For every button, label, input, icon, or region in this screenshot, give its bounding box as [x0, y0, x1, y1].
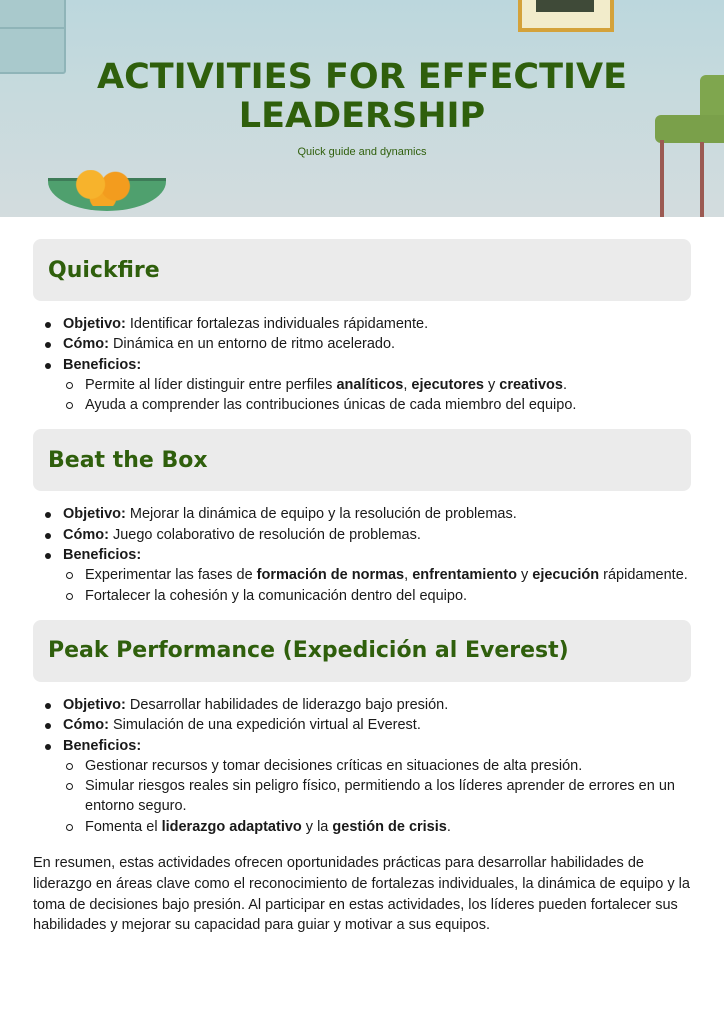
emphasis-text: formación de normas [256, 567, 405, 584]
sub-item-text: . [562, 376, 567, 393]
sub-item-text: Permite al líder distinguir entre perfiles [85, 376, 337, 393]
item-text: Desarrollar habilidades de liderazgo bajo presión. [125, 696, 449, 713]
sub-item-text: Fomenta el [85, 818, 162, 835]
sub-item-text: , [404, 567, 413, 584]
item-label: Beneficios: [63, 547, 142, 564]
sub-item-text: y [483, 376, 500, 393]
sub-item-text: Experimentar las fases de [85, 567, 257, 584]
emphasis-text: gestión de crisis [332, 818, 447, 835]
item-text: Mejorar la dinámica de equipo y la resolución de problemas. [125, 506, 517, 523]
item-label: Beneficios: [63, 356, 142, 373]
sub-bullet-list [63, 565, 691, 606]
sub-list-item [63, 817, 691, 837]
sub-item-text: Fortalecer la cohesión y la comunicación dentro del equipo. [85, 587, 468, 604]
sub-list-item [63, 586, 691, 606]
list-item [33, 314, 691, 334]
fruit-illustration [72, 170, 134, 206]
sub-item-text: Ayuda a comprender las contribuciones únicas de cada miembro del equipo. [85, 397, 577, 414]
picture-frame-illustration [518, 0, 614, 32]
list-item [33, 355, 691, 416]
sub-item-text: Simular riesgos reales sin peligro físico, permitiendo a los líderes aprender de errores en un entorno seguro. [85, 778, 675, 815]
emphasis-text: ejecutores [411, 376, 484, 393]
page-title: ACTIVITIES FOR EFFECTIVE LEADERSHIP [97, 57, 627, 136]
emphasis-text: ejecución [532, 567, 600, 584]
emphasis-text: enfrentamiento [412, 567, 517, 584]
section-header [33, 620, 691, 682]
item-text: Dinámica en un entorno de ritmo acelerado. [108, 336, 396, 353]
item-label: Objetivo: [63, 506, 126, 523]
sub-list-item [63, 395, 691, 415]
document-body [33, 239, 691, 936]
item-label: Objetivo: [63, 316, 126, 332]
sub-item-text: Gestionar recursos y tomar decisiones críticas en situaciones de alta presión. [85, 757, 583, 774]
item-label: Cómo: [63, 336, 109, 353]
item-text: Simulación de una expedición virtual al Everest. [108, 717, 421, 734]
item-label: Cómo: [63, 717, 109, 734]
section-title: Peak Performance (Expedición al Everest) [48, 638, 569, 664]
list-item [33, 695, 691, 715]
activity-section [33, 239, 691, 415]
bullet-list [33, 314, 691, 415]
list-item [33, 334, 691, 354]
emphasis-text: creativos [499, 376, 563, 393]
sub-item-text: , [403, 376, 412, 393]
summary-paragraph: En resumen, estas actividades ofrecen oportunidades prácticas para desarrollar habilidades de liderazgo en áreas clave como el reconocimiento de fortalezas individuales, la dinámica de equipo y la toma de decisiones bajo presión. Al participar en estas actividades, los líderes pueden fortalecer sus habilidades y mejorar su capacidad para guiar y motivar a sus equipos. [33, 855, 690, 934]
item-label: Cómo: [63, 526, 109, 543]
section-title: Quickfire [48, 257, 160, 283]
item-text: Identificar fortalezas individuales rápidamente. [125, 316, 429, 332]
activity-section [33, 429, 691, 605]
emphasis-text: liderazgo adaptativo [161, 818, 302, 835]
bullet-list [33, 504, 691, 605]
page-subtitle: Quick guide and dynamics [297, 146, 427, 158]
sub-bullet-list [63, 375, 691, 416]
activity-section [33, 620, 691, 837]
list-item [33, 525, 691, 545]
emphasis-text: analíticos [336, 376, 404, 393]
item-label: Beneficios: [63, 737, 142, 754]
sub-item-text: y [516, 567, 533, 584]
sub-bullet-list [63, 756, 691, 837]
item-label: Objetivo: [63, 696, 126, 713]
header-banner [0, 0, 724, 217]
list-item [33, 736, 691, 837]
bullet-list [33, 695, 691, 837]
sub-item-text: . [446, 818, 451, 835]
section-header [33, 429, 691, 491]
sub-list-item [63, 375, 691, 395]
section-header [33, 239, 691, 301]
list-item [33, 715, 691, 735]
sub-list-item [63, 756, 691, 776]
sub-list-item [63, 776, 691, 817]
item-text: Juego colaborativo de resolución de problemas. [108, 526, 421, 543]
list-item [33, 504, 691, 524]
section-title: Beat the Box [48, 447, 208, 473]
sub-list-item [63, 565, 691, 585]
sub-item-text: rápidamente. [599, 567, 688, 584]
list-item [33, 545, 691, 606]
sub-item-text: y la [301, 818, 333, 835]
